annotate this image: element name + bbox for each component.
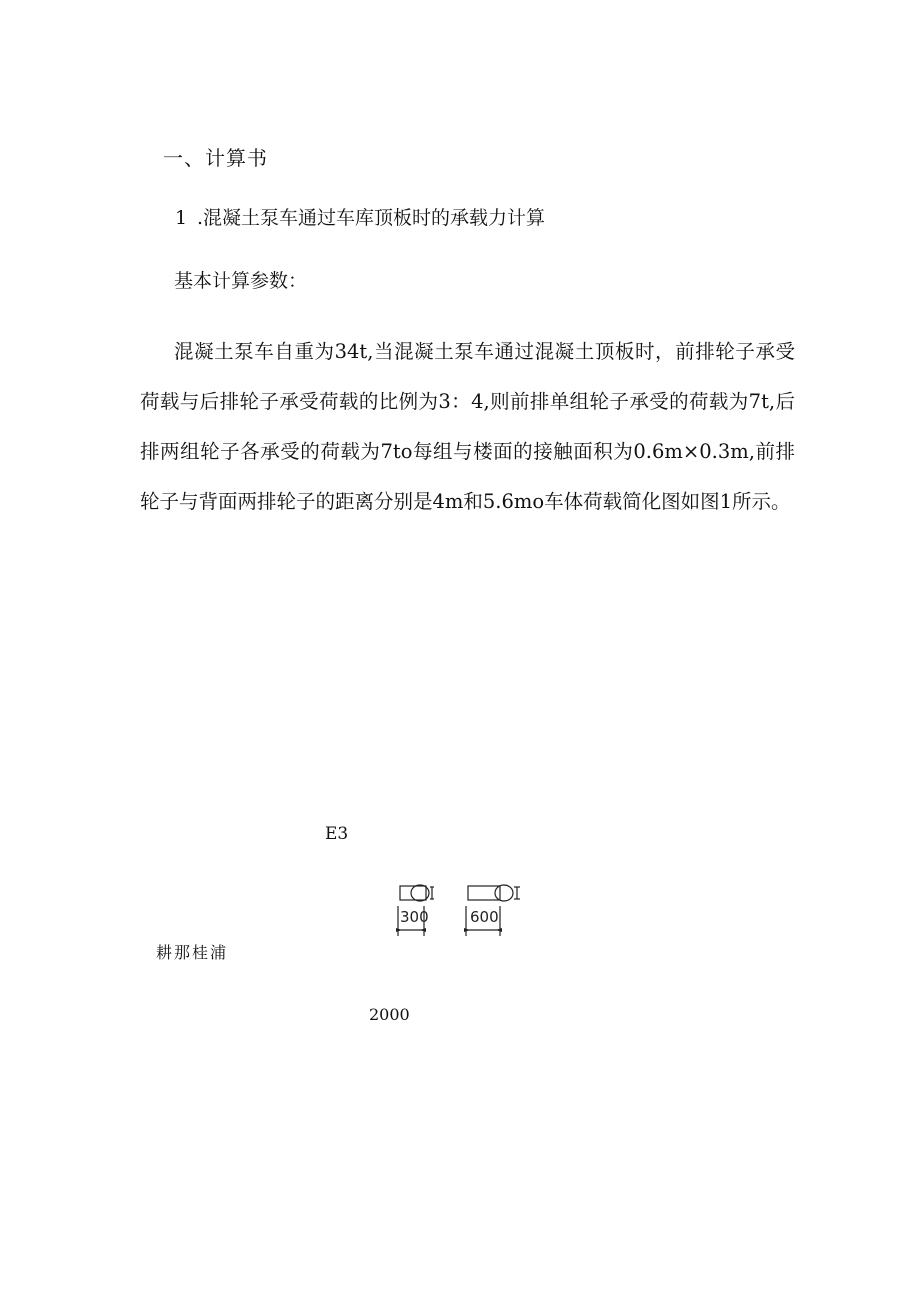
params-label: 基本计算参数： — [174, 270, 308, 292]
figure-label: E3 — [325, 824, 349, 844]
dim-right-label: 600 — [470, 908, 499, 926]
right-wheel-circle — [495, 885, 513, 901]
dim-left-label: 300 — [400, 908, 429, 926]
subsection-heading — [175, 203, 545, 230]
figure-side-label: 耕那桂浦 — [156, 943, 229, 962]
body-paragraph: 混凝土泵车自重为34t,当混凝土泵车通过混凝土顶板时，前排轮子承受荷载与后排轮子承受荷载的比例为3：4,则前排单组轮子承受的荷载为7t,后排两组轮子各承受的荷载为7to每组与楼面的接触面积为0.6m×0.3m,前排轮子与背面两排轮子的距离分别是4m和5.6mo车体荷载简化图如图1所示。 — [140, 340, 795, 513]
subsection-title: .混凝土泵车通过车库顶板时的承载力计算 — [197, 207, 546, 229]
section-heading: 一、计算书 — [163, 146, 268, 170]
figure-bottom-dimension: 2000 — [369, 1005, 410, 1024]
wheel-load-diagram — [394, 878, 534, 940]
subsection-number: 1 — [175, 207, 188, 229]
